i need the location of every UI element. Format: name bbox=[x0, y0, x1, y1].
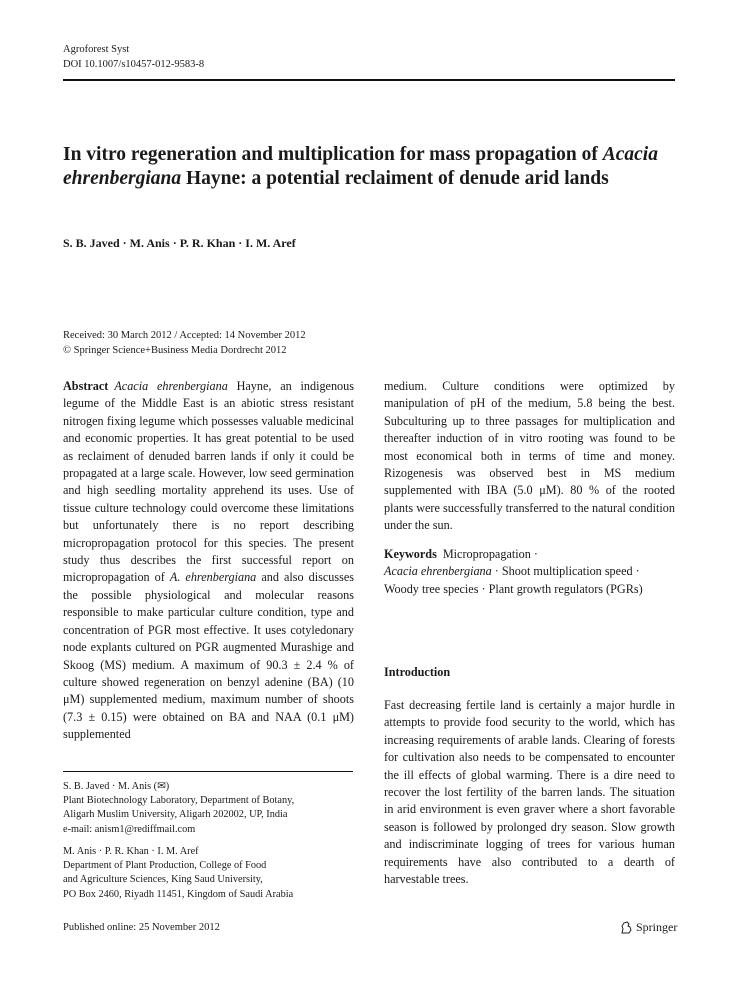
springer-horse-icon bbox=[620, 921, 633, 934]
doi[interactable]: DOI 10.1007/s10457-012-9583-8 bbox=[63, 59, 205, 70]
keywords: Keywords Micropropagation · Acacia ehrenbergiana · Shoot multiplication speed · Woody tree species · Plant growth regulators (PGRs) bbox=[384, 547, 643, 596]
introduction-heading: Introduction bbox=[384, 665, 451, 679]
abstract-continued: medium. Culture conditions were optimized by manipulation of pH of the medium, 5.8 being the best. Subculturing up to three passages for multiplication and thereafter induction of in vitro rooting was found to be most economical both in terms of time and money. Rizogenesis was observed best in MS medium supplemented with IBA (5.0 μM). 80 % of the rooted plants were successfully transferred to the natural condition under the sun. bbox=[384, 379, 675, 533]
email[interactable]: e-mail: anism1@rediffmail.com bbox=[63, 823, 196, 835]
journal-header bbox=[63, 42, 204, 72]
received-accepted: Received: 30 March 2012 / Accepted: 14 November 2012 bbox=[63, 330, 306, 341]
header-rule bbox=[63, 79, 675, 81]
introduction-text: Fast decreasing fertile land is certainly a major hurdle in attempts to provide food security to the world, which has increasing requirements of arable lands. Clearing of forests for cultivation also needs to be compensated to encounter the ill effects of global warming. There is a dire need to recover the lost fertility of the barren lands. The situation in arid environment is even graver where a short favorable season is followed by prolonged dry season. Slow growth and indiscriminate logging of trees for various human requirements have also contributed to a dearth of harvestable trees. bbox=[384, 698, 675, 887]
publisher-logo bbox=[620, 920, 677, 935]
keywords-label: Keywords bbox=[384, 547, 437, 561]
article-title: In vitro regeneration and multiplication for mass propagation of Acacia ehrenbergiana Hayne: a potential reclaiment of denude arid lands bbox=[63, 144, 658, 189]
article-dates bbox=[63, 328, 306, 358]
publisher-name: Springer bbox=[636, 920, 678, 934]
authors: S. B. Javed · M. Anis · P. R. Khan · I. M. Aref bbox=[63, 236, 296, 250]
abstract-label: Abstract bbox=[63, 379, 109, 393]
journal-name: Agroforest Syst bbox=[63, 44, 130, 55]
copyright: © Springer Science+Business Media Dordrecht 2012 bbox=[63, 345, 287, 356]
abstract: Abstract Acacia ehrenbergiana Hayne, an indigenous legume of the Middle East is an abiotic stress resistant nitrogen fixing legume which possesses valuable medicinal and economic properties. It has great potential to be used as reclaiment of denuded barren lands if only it could be propagated at a large scale. However, low seed germination and high seedling mortality apprehend its uses. Use of tissue culture technology could overcome these limitations but unfortunately there is no report describing micropropagation protocol for this species. The present study thus describes the first successful report on micropropagation of A. ehrenbergiana and also discusses the possible physiological and molecular reasons responsible to make particular culture condition, type and concentration of PGR most effective. It uses cotyledonary node explants cultured on PGR augmented Murashige and Skoog (MS) medium. A maximum of 90.3 ± 2.4 % of culture showed regeneration on benzyl adenine (BA) (10 μM) supplemented medium, maximum number of shoots (7.3 ± 0.15) were obtained on BA and NAA (0.1 μM) supplemented bbox=[63, 379, 355, 742]
title-species: Acacia ehrenbergiana bbox=[63, 144, 658, 189]
published-online: Published online: 25 November 2012 bbox=[63, 922, 220, 933]
footnote-rule bbox=[63, 771, 353, 772]
affiliation-1: S. B. Javed · M. Anis (✉) Plant Biotechnology Laboratory, Department of Botany, Aligarh Muslim University, Aligarh 202002, UP, India e-mail: anism1@rediffmail.com bbox=[63, 780, 354, 837]
affiliation-2: M. Anis · P. R. Khan · I. M. Aref Department of Plant Production, College of Food and Agriculture Sciences, King Saud University, PO Box 2460, Riyadh 11451, Kingdom of Saudi Arabia bbox=[63, 846, 294, 900]
